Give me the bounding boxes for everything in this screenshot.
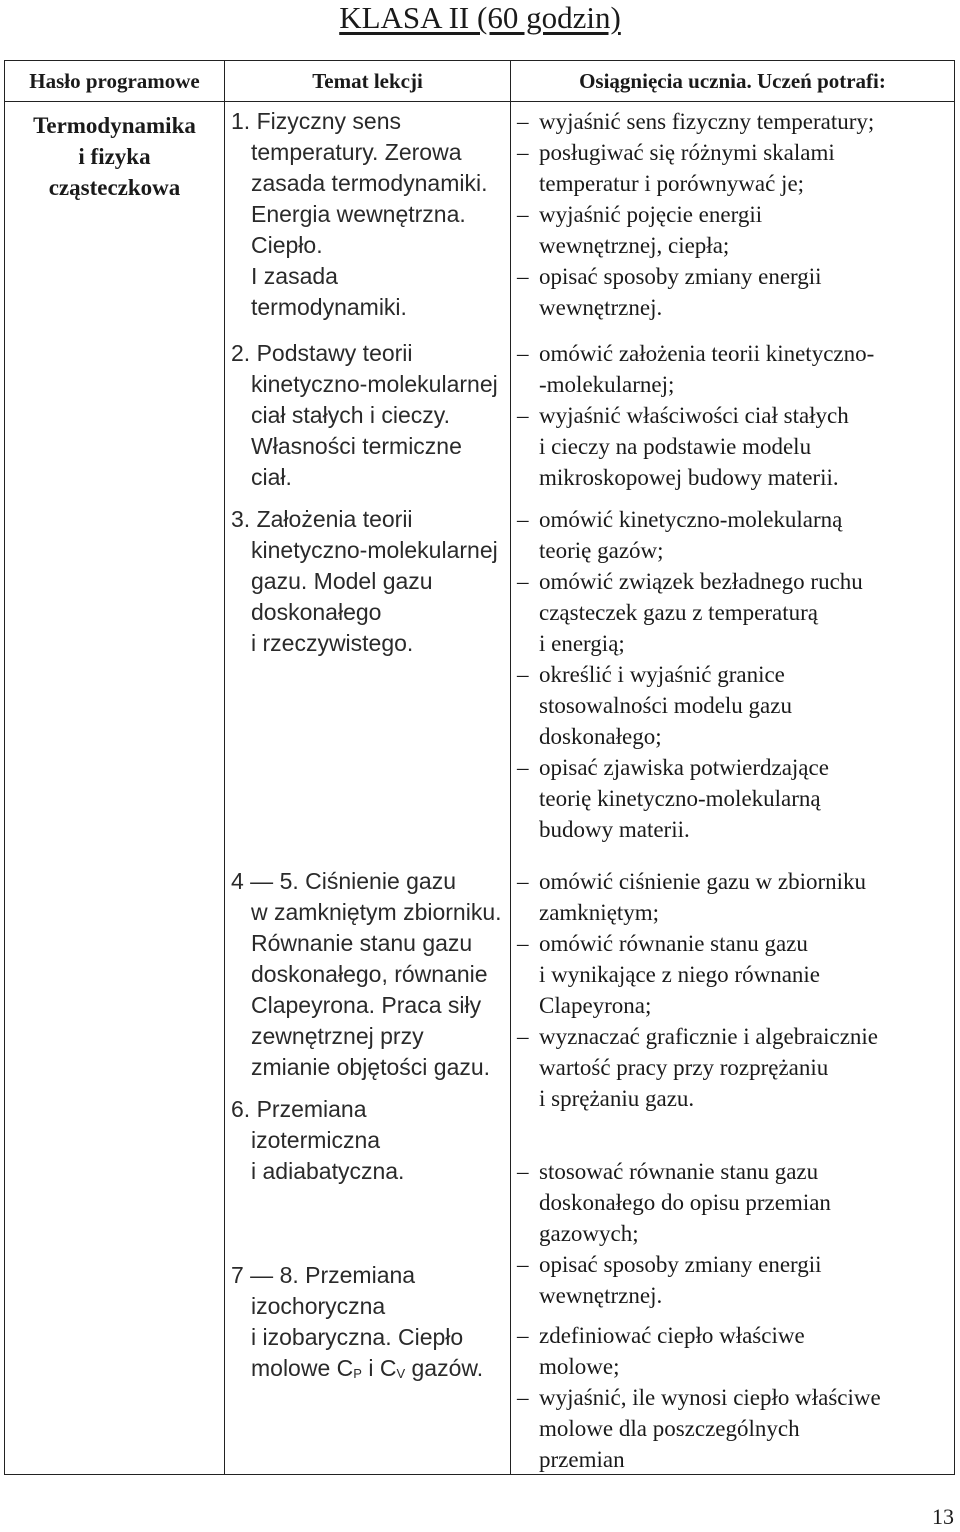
achievement-line: i wynikające z niego równanie xyxy=(539,962,820,987)
achievement-line: opisać sposoby zmiany energii xyxy=(539,264,822,289)
achievement-line: budowy materii. xyxy=(539,817,690,842)
list-item xyxy=(517,752,952,845)
topic-line: kinetyczno-molekularnej xyxy=(251,537,498,563)
achievement-line: stosowalności modelu gazu xyxy=(539,693,792,718)
topic-line: i rzeczywistego. xyxy=(251,630,414,656)
achievement-line: i cieczy na podstawie modelu xyxy=(539,434,812,459)
achievement-line: teorię kinetyczno-molekularną xyxy=(539,786,821,811)
topic-line: termodynamiki. xyxy=(251,294,407,320)
achievement-line: omówić kinetyczno-molekularną xyxy=(539,507,843,532)
topic-block xyxy=(231,866,506,1083)
dash-bullet: – xyxy=(517,1385,529,1410)
topic-block xyxy=(231,338,506,493)
topic-line: I zasada xyxy=(251,263,338,289)
achievement-line: wyjaśnić pojęcie energii xyxy=(539,202,763,227)
achievement-line: przemian xyxy=(539,1447,625,1472)
topic-line: doskonałego xyxy=(251,599,382,625)
topic-line: Równanie stanu gazu xyxy=(251,930,473,956)
list-item xyxy=(517,1156,952,1249)
haslo-text xyxy=(5,102,224,211)
topic-line: gazu. Model gazu xyxy=(251,568,433,594)
achievement-line: Clapeyrona; xyxy=(539,993,652,1018)
achievement-line: wyjaśnić, ile wynosi ciepło właściwe xyxy=(539,1385,881,1410)
achievement-line: opisać zjawiska potwierdzające xyxy=(539,755,829,780)
list-item xyxy=(517,400,952,493)
table-row xyxy=(5,102,955,1475)
topic-line: i izobaryczna. Ciepło xyxy=(251,1324,464,1350)
dash-bullet: – xyxy=(517,755,529,780)
dash-bullet: – xyxy=(517,931,529,956)
haslo-cell xyxy=(5,102,225,1475)
achievement-line: molowe dla poszczególnych xyxy=(539,1416,800,1441)
list-item xyxy=(517,504,952,566)
achievement-group xyxy=(517,338,952,493)
topic-line: kinetyczno-molekularnej xyxy=(251,371,498,397)
dash-bullet: – xyxy=(517,403,529,428)
achievement-line: omówić ciśnienie gazu w zbiorniku xyxy=(539,869,867,894)
page-number: 13 xyxy=(932,1504,954,1529)
list-item xyxy=(517,928,952,1021)
topic-text: molowe C xyxy=(251,1355,354,1381)
topic-text: gazów. xyxy=(405,1355,484,1381)
topic-block xyxy=(231,504,506,659)
list-item xyxy=(517,106,952,137)
dash-bullet: – xyxy=(517,1323,529,1348)
list-item xyxy=(517,1249,952,1311)
achievement-line: wyjaśnić sens fizyczny temperatury; xyxy=(539,109,875,134)
achievement-line: doskonałego do opisu przemian xyxy=(539,1190,831,1215)
achievement-line: i energią; xyxy=(539,631,625,656)
achievement-line: wyjaśnić właściwości ciał stałych xyxy=(539,403,849,428)
achievement-line: cząsteczek gazu z temperaturą xyxy=(539,600,818,625)
achievement-line: temperatur i porównywać je; xyxy=(539,171,805,196)
list-item xyxy=(517,866,952,928)
achievement-line: omówić związek bezładnego ruchu xyxy=(539,569,863,594)
achievement-group xyxy=(517,1320,952,1475)
topic-line: 4 — 5. Ciśnienie gazu xyxy=(231,868,457,894)
list-item xyxy=(517,1320,952,1382)
dash-bullet: – xyxy=(517,869,529,894)
header-haslo: Hasło programowe xyxy=(5,61,225,102)
topic-line: Własności termiczne xyxy=(251,433,462,459)
achievement-line: wewnętrznej, ciepła; xyxy=(539,233,730,258)
topic-text: i C xyxy=(361,1355,397,1381)
list-item xyxy=(517,659,952,752)
achievement-group xyxy=(517,866,952,1114)
dash-bullet: – xyxy=(517,1252,529,1277)
dash-bullet: – xyxy=(517,341,529,366)
topic-line: izochoryczna xyxy=(251,1293,386,1319)
list-item xyxy=(517,1382,952,1475)
dash-bullet: – xyxy=(517,109,529,134)
achievement-group xyxy=(517,504,952,845)
topic-line: 7 — 8. Przemiana xyxy=(231,1262,416,1288)
achievement-line: molowe; xyxy=(539,1354,620,1379)
curriculum-table xyxy=(4,60,955,1475)
achievement-group xyxy=(517,1156,952,1311)
list-item xyxy=(517,261,952,323)
achievement-line: opisać sposoby zmiany energii xyxy=(539,1252,822,1277)
topic-line: zewnętrznej przy xyxy=(251,1023,424,1049)
header-osiagniecia: Osiągnięcia ucznia. Uczeń potrafi: xyxy=(511,61,955,102)
topic-block xyxy=(231,1094,506,1187)
achievement-line: omówić założenia teorii kinetyczno- xyxy=(539,341,875,366)
topic-line: ciał. xyxy=(251,464,292,490)
achievement-line: -molekularnej; xyxy=(539,372,675,397)
dash-bullet: – xyxy=(517,202,529,227)
topic-line: Ciepło. xyxy=(251,232,323,258)
achievement-line: teorię gazów; xyxy=(539,538,664,563)
subscript-v: V xyxy=(396,1366,406,1381)
list-item xyxy=(517,137,952,199)
page-title: KLASA II (60 godzin) xyxy=(339,0,621,35)
achievement-line: stosować równanie stanu gazu xyxy=(539,1159,819,1184)
topic-line: temperatury. Zerowa xyxy=(251,139,462,165)
topic-line: 3. Założenia teorii xyxy=(231,506,413,532)
achievement-line: określić i wyjaśnić granice xyxy=(539,662,785,687)
topic-line: doskonałego, równanie xyxy=(251,961,488,987)
achievements-cell xyxy=(511,102,955,1475)
topic-block xyxy=(231,106,506,323)
topic-block xyxy=(231,1260,506,1389)
achievement-line: wewnętrznej. xyxy=(539,1283,663,1308)
list-item xyxy=(517,566,952,659)
dash-bullet: – xyxy=(517,507,529,532)
topic-line: 2. Podstawy teorii xyxy=(231,340,413,366)
topic-line: 1. Fizyczny sens xyxy=(231,108,401,134)
header-temat: Temat lekcji xyxy=(225,61,511,102)
haslo-line: Termodynamika xyxy=(33,113,196,138)
dash-bullet: – xyxy=(517,1024,529,1049)
dash-bullet: – xyxy=(517,569,529,594)
achievement-line: i sprężaniu gazu. xyxy=(539,1086,695,1111)
achievement-line: zdefiniować ciepło właściwe xyxy=(539,1323,805,1348)
subscript-p: P xyxy=(353,1366,362,1381)
list-item xyxy=(517,199,952,261)
achievement-line: gazowych; xyxy=(539,1221,639,1246)
achievement-line: wewnętrznej. xyxy=(539,295,663,320)
achievement-line: doskonałego; xyxy=(539,724,662,749)
header-row xyxy=(5,61,955,102)
topic-line: zmianie objętości gazu. xyxy=(251,1054,491,1080)
achievement-line: wyznaczać graficznie i algebraicznie xyxy=(539,1024,879,1049)
dash-bullet: – xyxy=(517,140,529,165)
achievement-line: omówić równanie stanu gazu xyxy=(539,931,808,956)
topic-line: Energia wewnętrzna. xyxy=(251,201,466,227)
haslo-line: i fizyka xyxy=(78,144,151,169)
topic-line: zasada termodynamiki. xyxy=(251,170,488,196)
topic-line: Clapeyrona. Praca siły xyxy=(251,992,482,1018)
achievement-line: posługiwać się różnymi skalami xyxy=(539,140,835,165)
achievement-line: wartość pracy przy rozprężaniu xyxy=(539,1055,829,1080)
list-item xyxy=(517,1021,952,1114)
list-item xyxy=(517,338,952,400)
haslo-line: cząsteczkowa xyxy=(48,175,181,200)
topic-line: w zamkniętym zbiorniku. xyxy=(251,899,502,925)
topic-line: izotermiczna xyxy=(251,1127,381,1153)
topic-line-formula xyxy=(231,1353,506,1389)
achievement-group xyxy=(517,106,952,323)
achievement-line: mikroskopowej budowy materii. xyxy=(539,465,839,490)
topic-line: i adiabatyczna. xyxy=(251,1158,405,1184)
topic-line: ciał stałych i cieczy. xyxy=(251,402,450,428)
topics-cell xyxy=(225,102,511,1475)
dash-bullet: – xyxy=(517,264,529,289)
dash-bullet: – xyxy=(517,1159,529,1184)
achievement-line: zamkniętym; xyxy=(539,900,660,925)
topic-line: 6. Przemiana xyxy=(231,1096,367,1122)
dash-bullet: – xyxy=(517,662,529,687)
